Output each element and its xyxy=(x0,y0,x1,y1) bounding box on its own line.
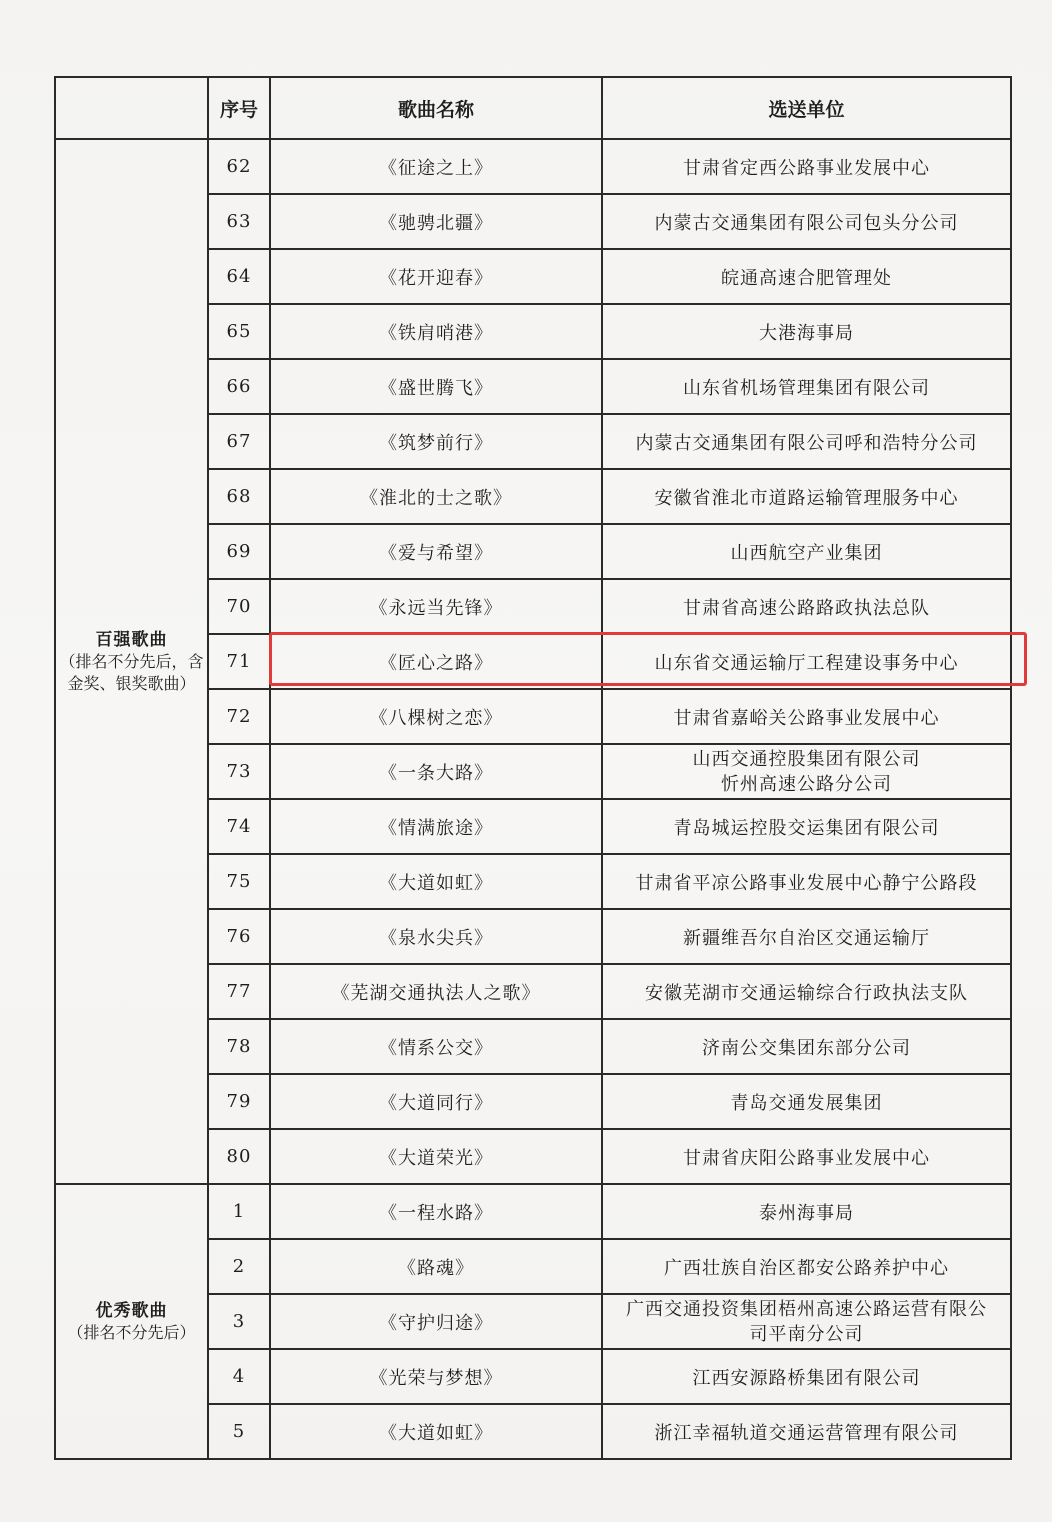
unit-cell: 江西安源路桥集团有限公司 xyxy=(602,1349,1011,1404)
number-cell: 2 xyxy=(208,1239,270,1294)
song-name-cell: 《守护归途》 xyxy=(270,1294,602,1349)
number-cell: 71 xyxy=(208,634,270,689)
table-row xyxy=(55,139,1011,194)
group-title: 百强歌曲 xyxy=(95,629,168,650)
unit-line-2: 忻州高速公路分公司 xyxy=(721,773,892,795)
header-category xyxy=(55,77,208,139)
number-cell: 69 xyxy=(208,524,270,579)
song-name-cell: 《爱与希望》 xyxy=(270,524,602,579)
header-number: 序号 xyxy=(208,77,270,139)
unit-cell: 甘肃省定西公路事业发展中心 xyxy=(602,139,1011,194)
number-cell: 68 xyxy=(208,469,270,524)
number-cell: 62 xyxy=(208,139,270,194)
song-name-cell: 《大道如虹》 xyxy=(270,1404,602,1459)
group-note: （排名不分先后，含金奖、银奖歌曲） xyxy=(59,651,204,693)
header-unit: 选送单位 xyxy=(602,77,1011,139)
unit-cell: 山东省机场管理集团有限公司 xyxy=(602,359,1011,414)
unit-cell: 甘肃省嘉峪关公路事业发展中心 xyxy=(602,689,1011,744)
group-label-cell xyxy=(55,139,208,1184)
song-name-cell: 《情满旅途》 xyxy=(270,799,602,854)
group-title: 优秀歌曲 xyxy=(95,1300,168,1321)
song-name-cell: 《大道如虹》 xyxy=(270,854,602,909)
award-table xyxy=(54,76,1012,1460)
header-row xyxy=(55,77,1011,139)
number-cell: 72 xyxy=(208,689,270,744)
unit-cell: 新疆维吾尔自治区交通运输厅 xyxy=(602,909,1011,964)
unit-cell: 皖通高速合肥管理处 xyxy=(602,249,1011,304)
number-cell: 64 xyxy=(208,249,270,304)
unit-cell: 甘肃省平凉公路事业发展中心静宁公路段 xyxy=(602,854,1011,909)
number-cell: 76 xyxy=(208,909,270,964)
song-name-cell: 《芜湖交通执法人之歌》 xyxy=(270,964,602,1019)
table-body xyxy=(55,139,1011,1459)
number-cell: 77 xyxy=(208,964,270,1019)
song-name-cell: 《情系公交》 xyxy=(270,1019,602,1074)
unit-cell: 山东省交通运输厅工程建设事务中心 xyxy=(602,634,1011,689)
song-name-cell: 《一程水路》 xyxy=(270,1184,602,1239)
unit-cell: 甘肃省高速公路路政执法总队 xyxy=(602,579,1011,634)
number-cell: 4 xyxy=(208,1349,270,1404)
song-name-cell: 《花开迎春》 xyxy=(270,249,602,304)
unit-cell: 大港海事局 xyxy=(602,304,1011,359)
unit-line-1: 广西交通投资集团梧州高速公路运营有限公 xyxy=(626,1298,987,1320)
song-name-cell: 《八棵树之恋》 xyxy=(270,689,602,744)
highlight-box xyxy=(269,632,1027,686)
unit-cell xyxy=(602,744,1011,799)
unit-cell: 青岛城运控股交运集团有限公司 xyxy=(602,799,1011,854)
song-name-cell: 《大道同行》 xyxy=(270,1074,602,1129)
unit-line-1: 山西交通控股集团有限公司 xyxy=(692,748,921,770)
number-cell: 73 xyxy=(208,744,270,799)
unit-cell: 山西航空产业集团 xyxy=(602,524,1011,579)
number-cell: 66 xyxy=(208,359,270,414)
number-cell: 74 xyxy=(208,799,270,854)
header-song-name: 歌曲名称 xyxy=(270,77,602,139)
unit-cell: 浙江幸福轨道交通运营管理有限公司 xyxy=(602,1404,1011,1459)
unit-cell: 广西壮族自治区都安公路养护中心 xyxy=(602,1239,1011,1294)
unit-cell xyxy=(602,1294,1011,1349)
song-name-cell: 《光荣与梦想》 xyxy=(270,1349,602,1404)
song-name-cell: 《一条大路》 xyxy=(270,744,602,799)
number-cell: 65 xyxy=(208,304,270,359)
song-name-cell: 《驰骋北疆》 xyxy=(270,194,602,249)
song-name-cell: 《盛世腾飞》 xyxy=(270,359,602,414)
table-row xyxy=(55,1184,1011,1239)
song-name-cell: 《泉水尖兵》 xyxy=(270,909,602,964)
number-cell: 67 xyxy=(208,414,270,469)
song-name-cell: 《匠心之路》 xyxy=(270,634,602,689)
number-cell: 79 xyxy=(208,1074,270,1129)
unit-cell: 济南公交集团东部分公司 xyxy=(602,1019,1011,1074)
number-cell: 63 xyxy=(208,194,270,249)
number-cell: 75 xyxy=(208,854,270,909)
number-cell: 80 xyxy=(208,1129,270,1184)
group-note: （排名不分先后） xyxy=(67,1322,196,1342)
unit-cell: 安徽芜湖市交通运输综合行政执法支队 xyxy=(602,964,1011,1019)
unit-cell: 青岛交通发展集团 xyxy=(602,1074,1011,1129)
number-cell: 3 xyxy=(208,1294,270,1349)
number-cell: 70 xyxy=(208,579,270,634)
song-name-cell: 《筑梦前行》 xyxy=(270,414,602,469)
number-cell: 78 xyxy=(208,1019,270,1074)
unit-cell: 甘肃省庆阳公路事业发展中心 xyxy=(602,1129,1011,1184)
song-name-cell: 《铁肩哨港》 xyxy=(270,304,602,359)
unit-cell: 泰州海事局 xyxy=(602,1184,1011,1239)
unit-cell: 内蒙古交通集团有限公司包头分公司 xyxy=(602,194,1011,249)
group-label-cell xyxy=(55,1184,208,1459)
number-cell: 5 xyxy=(208,1404,270,1459)
song-name-cell: 《大道荣光》 xyxy=(270,1129,602,1184)
song-name-cell: 《永远当先锋》 xyxy=(270,579,602,634)
unit-cell: 内蒙古交通集团有限公司呼和浩特分公司 xyxy=(602,414,1011,469)
unit-cell: 安徽省淮北市道路运输管理服务中心 xyxy=(602,469,1011,524)
song-name-cell: 《路魂》 xyxy=(270,1239,602,1294)
song-name-cell: 《淮北的士之歌》 xyxy=(270,469,602,524)
unit-line-2: 司平南分公司 xyxy=(749,1323,864,1345)
number-cell: 1 xyxy=(208,1184,270,1239)
song-name-cell: 《征途之上》 xyxy=(270,139,602,194)
